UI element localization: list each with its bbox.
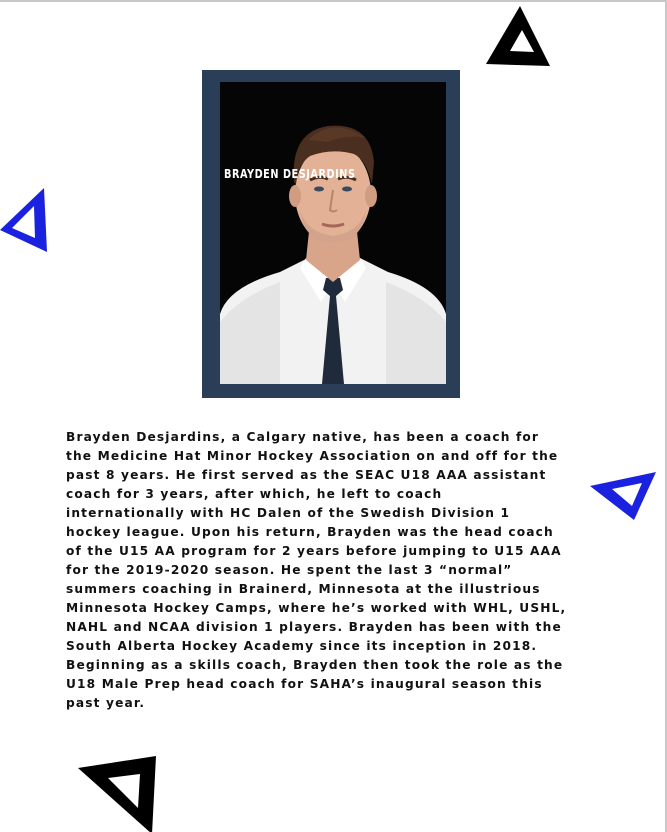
bio-line: internationally with HC Dalen of the Swedish Division 1 [66,506,511,520]
bio-line: past year. [66,696,146,710]
portrait-frame [202,70,460,398]
biography-text [66,428,606,713]
blue-triangle-icon-left [0,188,50,254]
person-portrait-icon [220,82,446,384]
bio-line: Beginning as a skills coach, Brayden then took the role as the [66,658,564,672]
bio-line: Brayden Desjardins, a Calgary native, has been a coach for [66,430,540,444]
bio-line: South Alberta Hockey Academy since its inception in 2018. [66,639,538,653]
bio-line: for the 2019-2020 season. He spent the last 3 “normal” [66,563,513,577]
bio-line: the Medicine Hat Minor Hockey Association on and off for the [66,449,559,463]
portrait-name-caption: BRAYDEN DESJARDINS [224,167,356,181]
bio-line: past 8 years. He first served as the SEAC U18 AAA assistant [66,468,547,482]
bio-line: U18 Male Prep head coach for SAHA’s inaugural season this [66,677,543,691]
bio-line: Minnesota Hockey Camps, where he’s worked with WHL, USHL, [66,601,567,615]
black-triangle-icon-bottom-left [78,754,160,832]
black-triangle-icon-top-right [484,4,552,68]
portrait-photo [220,82,446,384]
bio-line: summers coaching in Brainerd, Minnesota at the illustrious [66,582,541,596]
bio-line: NAHL and NCAA division 1 players. Brayden has been with the [66,620,562,634]
bio-line: of the U15 AA program for 2 years before jumping to U15 AAA [66,544,562,558]
bio-line: hockey league. Upon his return, Brayden was the head coach [66,525,554,539]
bio-line: coach for 3 years, after which, he left to coach [66,487,443,501]
